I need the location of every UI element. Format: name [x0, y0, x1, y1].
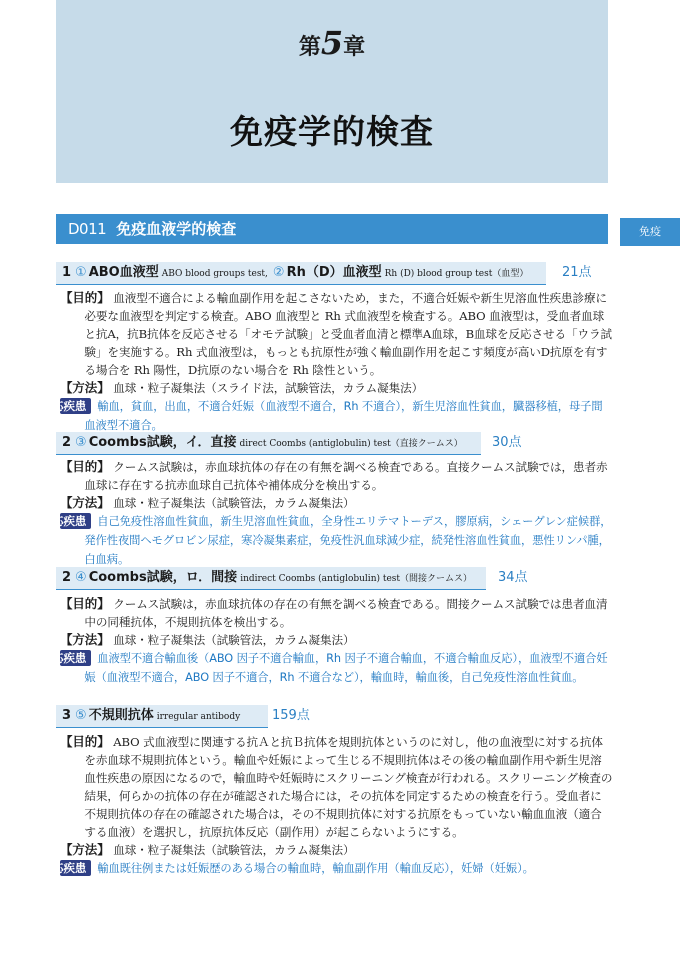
points: 21点 [562, 265, 592, 280]
method-text: 血球・粒子凝集法（試験管法，カラム凝集法） [113, 496, 355, 510]
item-heading: 2 ④ Coombs試験，ロ．間接 indirect Coombs (antiglobulin) test（間接クームス） [56, 567, 486, 590]
item-heading: 1 ① ABO血液型 ABO blood groups test, ② Rh（D）血液型 Rh (D) blood group test（血型） [56, 262, 546, 285]
disease-label: 適応疾患 [60, 860, 91, 876]
disease-text: 輸血既往例または妊娠歴のある場合の輸血時，輸血副作用（輸血反応），妊婦（妊娠）。 [97, 862, 534, 875]
item-body: 【目的】 クームス試験は，赤血球抗体の存在の有無を調べる検査である。直接クームス試験では，患者赤血球に存在する抗赤血球自己抗体や補体成分を検出する。 【方法】 血球・粒子凝集法（試験管法，カラム凝集法） 適応疾患 自己免疫性溶血性貧血，新生児溶血性貧血，全身性エリテマトーデス，膠原病，シェーグレン症候群，発作性夜間ヘモグロビン尿症，寒冷凝集素症，免疫性汎血球減少症，続発性溶血性貧血，悪性リンパ腫，白血病。 [40, 459, 612, 566]
purpose-text: クームス試験は，赤血球抗体の存在の有無を調べる検査である。直接クームス試験では，患者赤血球に存在する抗赤血球自己抗体や補体成分を検出する。 [84, 460, 608, 492]
disease-text: 輸血，貧血，出血，不適合妊娠（血液型不適合，Rh 不適合），新生児溶血性貧血，臓器移植，母子間血液型不適合。 [84, 400, 603, 432]
purpose-text: 血液型不適合による輸血副作用を起こさないため，また，不適合妊娠や新生児溶血性疾患診療に必要な血液型を判定する検査。ABO 血液型と Rh 式血液型を検査する。ABO 血液型は，受血者血球と抗A，抗B抗体を反応させる「オモテ試験」と受血者血清と標準A血球，B血球を反応させる「ウラ試験」を実施する。Rh 式血液型は，もっとも抗原性が強く輸血副作用を起こす頻度が高いD抗原を有する場合を Rh 陽性，D抗原のない場合を Rh 陰性という。 [84, 291, 612, 377]
method-text: 血球・粒子凝集法（スライド法，試験管法，カラム凝集法） [113, 381, 424, 395]
item-body: 【目的】 クームス試験は，赤血球抗体の存在の有無を調べる検査である。間接クームス試験では患者血清中の同種抗体，不規則抗体を検出する。 【方法】 血球・粒子凝集法（試験管法，カラム凝集法） 適応疾患 血液型不適合輸血後（ABO 因子不適合輸血，Rh 因子不適合輸血，不適合輸血反応），血液型不適合妊娠（血液型不適合，ABO 因子不適合，Rh 不適合など），輸血時，輸血後，自己免疫性溶血性貧血。 [40, 596, 608, 684]
item-body: 【目的】 ABO 式血液型に関連する抗Ａと抗Ｂ抗体を規則抗体というのに対し，他の血液型に対する抗体を赤血球不規則抗体という。輸血や妊娠によって生じる不規則抗体はその後の輸血副作用や新生児溶血性疾患の原因になるので，輸血時や妊娠時にスクリーニング検査が行われる。スクリーニング検査の結果，何らかの抗体の存在が確認された場合には，その抗体を同定するための検査を行う。受血者に不規則抗体の存在の確認された場合は，その不規則抗体に対する抗原をもっていない輸血血液（適合する血液）を選択し，抗原抗体反応（副作用）が起こらないようにする。 【方法】 血球・粒子凝集法（試験管法，カラム凝集法） 適応疾患 輸血既往例または妊娠歴のある場合の輸血時，輸血副作用（輸血反応），妊婦（妊娠）。 [40, 734, 613, 875]
item-heading: 2 ③ Coombs試験，イ．直接 direct Coombs (antiglobulin) test（直接クームス） [56, 432, 481, 455]
method-text: 血球・粒子凝集法（試験管法，カラム凝集法） [113, 633, 355, 647]
disease-text: 自己免疫性溶血性貧血，新生児溶血性貧血，全身性エリテマトーデス，膠原病，シェーグレン症候群，発作性夜間ヘモグロビン尿症，寒冷凝集素症，免疫性汎血球減少症，続発性溶血性貧血，悪性リンパ腫，白血病。 [84, 515, 612, 566]
section-code: D011 [68, 220, 107, 238]
disease-label: 適応疾患 [60, 398, 91, 414]
points: 34点 [498, 570, 528, 585]
item-body: 【目的】 血液型不適合による輸血副作用を起こさないため，また，不適合妊娠や新生児溶血性疾患診療に必要な血液型を判定する検査。ABO 血液型と Rh 式血液型を検査する。ABO 血液型は，受血者血球と抗A，抗B抗体を反応させる「オモテ試験」と受血者血清と標準A血球，B血球を反応させる「ウラ試験」を実施する。Rh 式血液型は，もっとも抗原性が強く輸血副作用を起こす頻度が高いD抗原を有する場合を Rh 陽性，D抗原のない場合を Rh 陰性という。 【方法】 血球・粒子凝集法（スライド法，試験管法，カラム凝集法） 適応疾患 輸血，貧血，出血，不適合妊娠（血液型不適合，Rh 不適合），新生児溶血性貧血，臓器移植，母子間血液型不適合。 [40, 290, 612, 432]
purpose-text: ABO 式血液型に関連する抗Ａと抗Ｂ抗体を規則抗体というのに対し，他の血液型に対する抗体を赤血球不規則抗体という。輸血や妊娠によって生じる不規則抗体はその後の輸血副作用や新生児溶血性疾患の原因になるので，輸血時や妊娠時にスクリーニング検査が行われる。スクリーニング検査の結果，何らかの抗体の存在が確認された場合には，その抗体を同定するための検査を行う。受血者に不規則抗体の存在の確認された場合は，その不規則抗体に対する抗原をもっていない輸血血液（適合する血液）を選択し，抗原抗体反応（副作用）が起こらないようにする。 [84, 735, 613, 839]
disease-label: 適応疾患 [60, 650, 91, 666]
section-title: 免疫血液学的検査 [116, 220, 237, 238]
item-heading: 3 ⑤ 不規則抗体 irregular antibody [56, 705, 268, 728]
points: 159点 [272, 708, 310, 723]
section-heading [56, 214, 608, 244]
method-text: 血球・粒子凝集法（試験管法，カラム凝集法） [113, 843, 355, 857]
chapter-title: 免疫学的検査 [230, 112, 434, 151]
purpose-text: クームス試験は，赤血球抗体の存在の有無を調べる検査である。間接クームス試験では患者血清中の同種抗体，不規則抗体を検出する。 [84, 597, 608, 629]
chapter-number: 第5章 [298, 24, 366, 62]
side-index-tab[interactable]: 免疫 [620, 218, 680, 246]
disease-text: 血液型不適合輸血後（ABO 因子不適合輸血，Rh 因子不適合輸血，不適合輸血反応），血液型不適合妊娠（血液型不適合，ABO 因子不適合，Rh 不適合など），輸血時，輸血後，自己免疫性溶血性貧血。 [84, 652, 608, 684]
disease-label: 適応疾患 [60, 513, 91, 529]
chapter-header [56, 0, 608, 183]
points: 30点 [492, 435, 522, 450]
